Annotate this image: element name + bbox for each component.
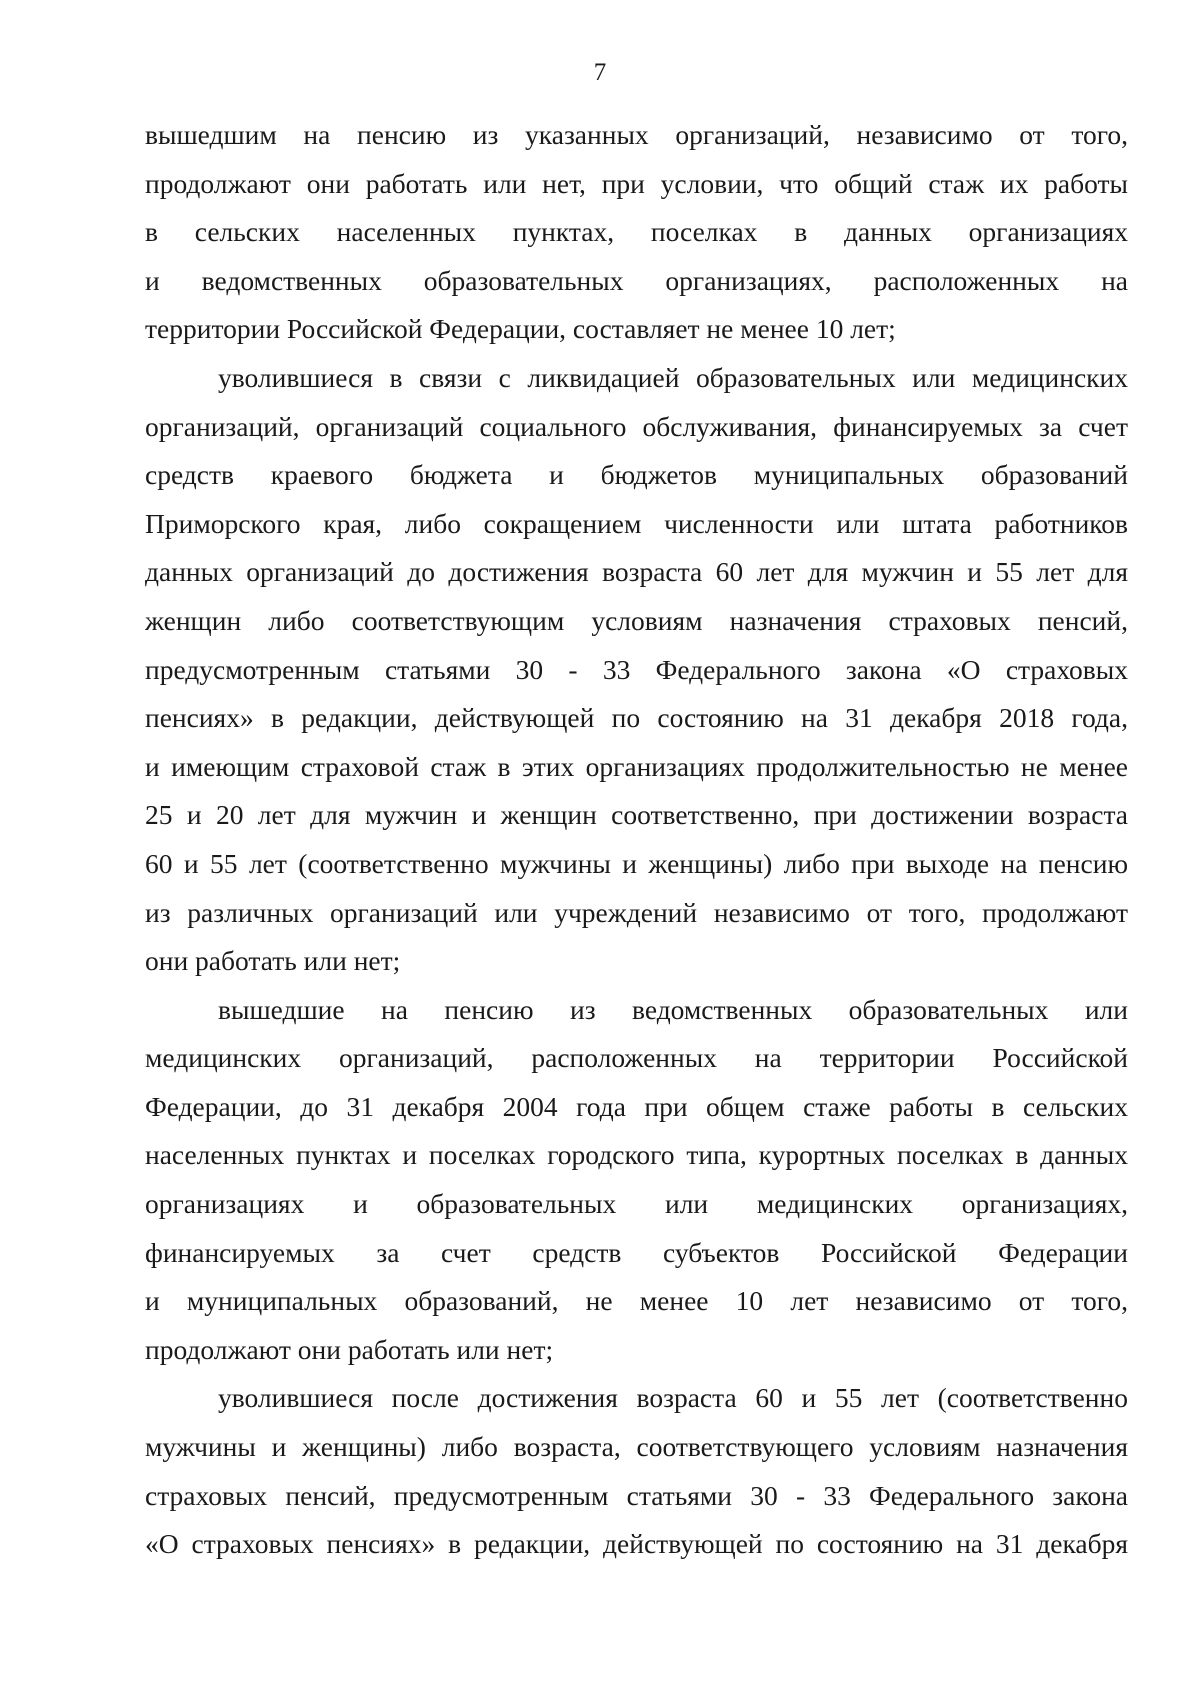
text-line: пенсиях» в редакции, действующей по состоянию на 31 декабря 2018 года, (145, 702, 1128, 734)
text-line: вышедшим на пенсию из указанных организаций, независимо от того, (145, 119, 1128, 150)
text-line: женщин либо соответствующим условиям назначения страховых пенсий, (145, 604, 1128, 636)
text-line: и имеющим страховой стаж в этих организациях продолжительностью не менее (145, 750, 1128, 782)
text-line: медицинских организаций, расположенных на территории Российской (145, 1042, 1128, 1074)
text-line: территории Российской Федерации, составляет не менее 10 лет; (145, 313, 896, 345)
paragraph (145, 986, 1128, 1375)
text-line: финансируемых за счет средств субъектов Российской Федерации (145, 1236, 1128, 1268)
text-line: вышедшие на пенсию из ведомственных образовательных или (218, 993, 1128, 1025)
text-line: Федерации, до 31 декабря 2004 года при общем стаже работы в сельских (145, 1090, 1128, 1122)
text-line: организаций, организаций социального обслуживания, финансируемых за счет (145, 410, 1128, 442)
text-line: и муниципальных образований, не менее 10 лет независимо от того, (145, 1285, 1128, 1317)
text-line: в сельских населенных пунктах, поселках в данных организациях (145, 216, 1128, 248)
text-line: страховых пенсий, предусмотренным статьями 30 - 33 Федерального закона (145, 1479, 1128, 1511)
text-line: они работать или нет; (145, 945, 401, 977)
paragraph (145, 354, 1128, 986)
text-line: продолжают они работать или нет; (145, 1333, 554, 1365)
text-line: уволившиеся после достижения возраста 60 и 55 лет (соответственно (218, 1382, 1128, 1414)
text-line: организациях и образовательных или медицинских организациях, (145, 1188, 1128, 1220)
text-line: продолжают они работать или нет, при условии, что общий стаж их работы (145, 167, 1128, 199)
text-line: из различных организаций или учреждений независимо от того, продолжают (145, 896, 1128, 928)
text-line: предусмотренным статьями 30 - 33 Федерального закона «О страховых (145, 653, 1128, 685)
paragraph (145, 111, 1128, 354)
text-line: населенных пунктах и поселках городского типа, курортных поселках в данных (145, 1139, 1128, 1171)
text-line: данных организаций до достижения возраста 60 лет для мужчин и 55 лет для (145, 556, 1128, 588)
text-line: 25 и 20 лет для мужчин и женщин соответственно, при достижении возраста (145, 799, 1128, 831)
text-line: мужчины и женщины) либо возраста, соответствующего условиям назначения (145, 1431, 1128, 1463)
text-line: уволившиеся в связи с ликвидацией образовательных или медицинских (218, 361, 1128, 393)
text-line: «О страховых пенсиях» в редакции, действующей по состоянию на 31 декабря (145, 1528, 1128, 1560)
text-line: Приморского края, либо сокращением численности или штата работников (145, 507, 1128, 539)
page-number: 7 (593, 59, 607, 86)
text-line: средств краевого бюджета и бюджетов муниципальных образований (145, 459, 1128, 491)
paragraph (145, 1374, 1128, 1568)
text-line: и ведомственных образовательных организациях, расположенных на (145, 264, 1128, 296)
text-line: 60 и 55 лет (соответственно мужчины и женщины) либо при выходе на пенсию (145, 847, 1128, 879)
document-body (145, 111, 1128, 1569)
